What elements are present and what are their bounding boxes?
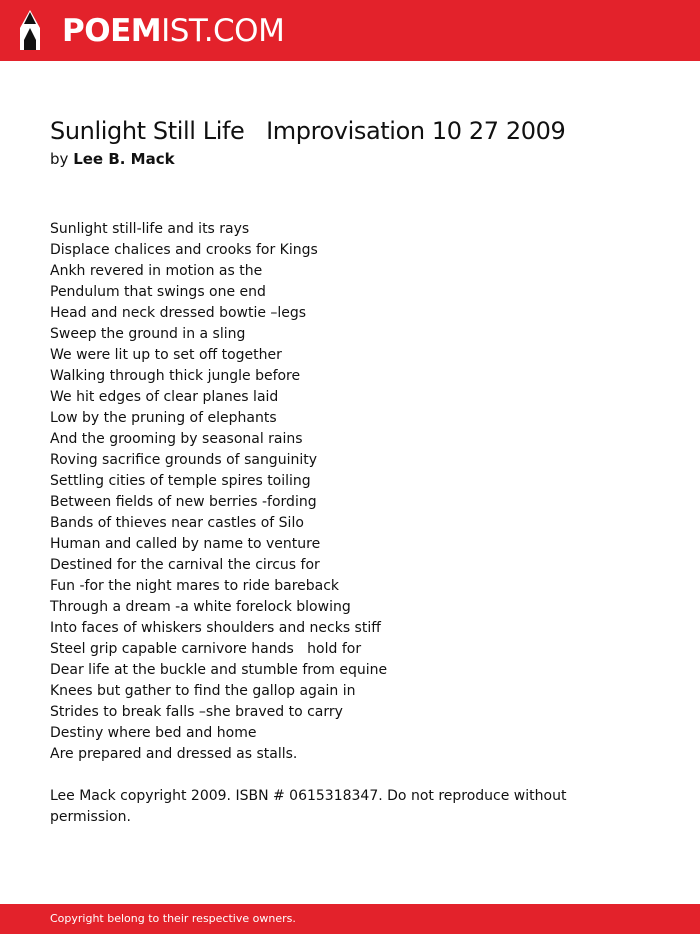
- site-logo[interactable]: [62, 11, 284, 51]
- poem-line: Sweep the ground in a sling: [50, 326, 246, 342]
- pencil-logo-icon[interactable]: [18, 10, 42, 52]
- poem-line: Sunlight still-life and its rays: [50, 221, 250, 237]
- poem-line: Into faces of whiskers shoulders and necks stiff: [50, 620, 381, 636]
- poem-line: Strides to break falls –she braved to carry: [50, 704, 343, 720]
- poem-line: Roving sacrifice grounds of sanguinity: [50, 452, 317, 468]
- poem-line: Settling cities of temple spires toiling: [50, 473, 311, 489]
- poem-line: Destined for the carnival the circus for: [50, 557, 320, 573]
- poem-line: Walking through thick jungle before: [50, 368, 301, 384]
- poem-line: Are prepared and dressed as stalls.: [50, 746, 298, 762]
- poem-line: Head and neck dressed bowtie –legs: [50, 305, 307, 321]
- poem-line: Dear life at the buckle and stumble from equine: [50, 662, 388, 678]
- poem-line: Destiny where bed and home: [50, 725, 257, 741]
- site-header: [0, 0, 700, 61]
- byline: [50, 149, 175, 169]
- poem-line: Displace chalices and crooks for Kings: [50, 242, 318, 258]
- site-footer: [0, 904, 700, 934]
- footer-copyright: Copyright belong to their respective owners.: [50, 912, 296, 925]
- poem-line: Pendulum that swings one end: [50, 284, 266, 300]
- poem-line: Steel grip capable carnivore hands hold for: [50, 641, 362, 657]
- poem-line: Knees but gather to find the gallop again in: [50, 683, 356, 699]
- copyright-notice: Lee Mack copyright 2009. ISBN # 0615318347. Do not reproduce without permission.: [50, 788, 567, 825]
- poem-line: Through a dream -a white forelock blowing: [50, 599, 351, 615]
- poem-line: Human and called by name to venture: [50, 536, 321, 552]
- poem-line: Fun -for the night mares to ride bareback: [50, 578, 340, 594]
- author-name: Lee B. Mack: [73, 150, 175, 168]
- poem-line: Bands of thieves near castles of Silo: [50, 515, 304, 531]
- brand-name-bold: POEM: [62, 13, 162, 49]
- poem-line: We hit edges of clear planes laid: [50, 389, 279, 405]
- poem-line: We were lit up to set off together: [50, 347, 282, 363]
- poem-body: [50, 219, 387, 765]
- poem-title: Sunlight Still Life Improvisation 10 27 2009: [50, 117, 566, 145]
- poem-line: Between fields of new berries -fording: [50, 494, 317, 510]
- poem-line: Ankh revered in motion as the: [50, 263, 263, 279]
- brand-name-light: IST.COM: [161, 13, 285, 49]
- poem-line: And the grooming by seasonal rains: [50, 431, 303, 447]
- poem-line: Low by the pruning of elephants: [50, 410, 277, 426]
- by-label: by: [50, 150, 69, 168]
